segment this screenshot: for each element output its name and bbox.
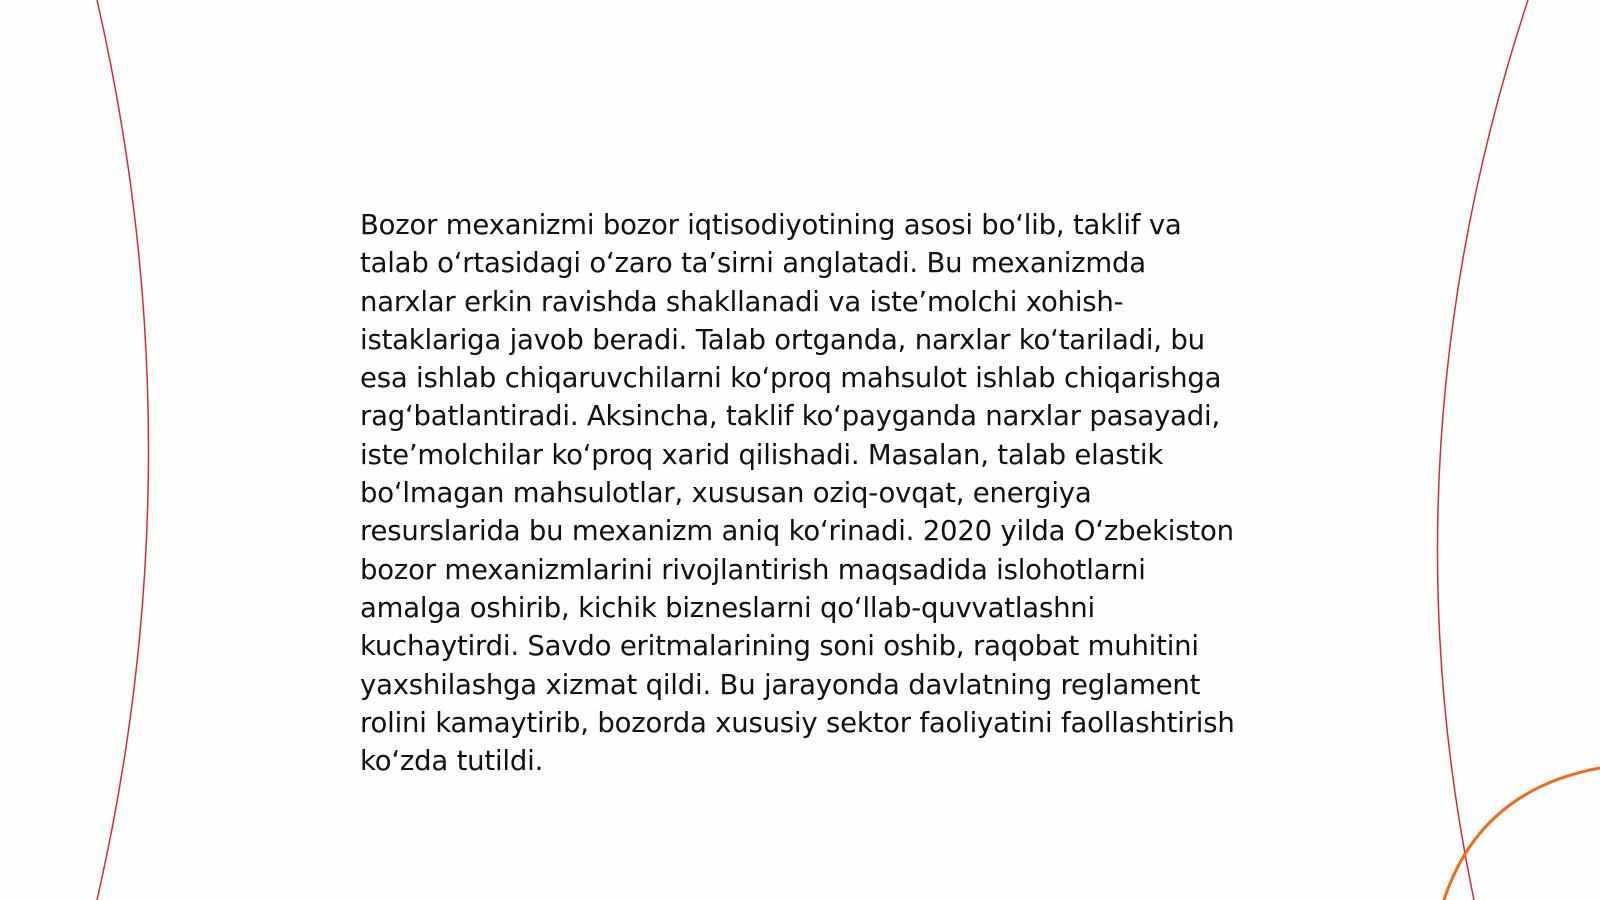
left-arc-line xyxy=(97,0,149,900)
right-arc-line xyxy=(1437,0,1528,900)
slide-body-text: Bozor mexanizmi bozor iqtisodiyotining asosi bo‘lib, taklif va talab o‘rtasidagi o‘zaro ta’sirni anglatadi. Bu mexanizmda narxlar erkin ravishda shakllanadi va iste’molchi xohish-istaklariga javob beradi. Talab ortganda, narxlar ko‘tariladi, bu esa ishlab chiqaruvchilarni ko‘proq mahsulot ishlab chiqarishga rag‘batlantiradi. Aksincha, taklif ko‘payganda narxlar pasayadi, iste’molchilar ko‘proq xarid qilishadi. Masalan, talab elastik bo‘lmagan mahsulotlar, xususan oziq-ovqat, energiya resurslarida bu mexanizm aniq ko‘rinadi. 2020 yilda O‘zbekiston bozor mexanizmlarini rivojlantirish maqsadida islohotlarni amalga oshirib, kichik bizneslarni qo‘llab-quvvatlashni kuchaytirdi. Savdo eritmalarining soni oshib, raqobat muhitini yaxshilashga xizmat qildi. Bu jarayonda davlatning reglament rolini kamaytirib, bozorda xususiy sektor faoliyatini faollashtirish ko‘zda tutildi. xyxy=(360,209,1235,778)
bottom-right-orange-arc xyxy=(1444,768,1600,900)
